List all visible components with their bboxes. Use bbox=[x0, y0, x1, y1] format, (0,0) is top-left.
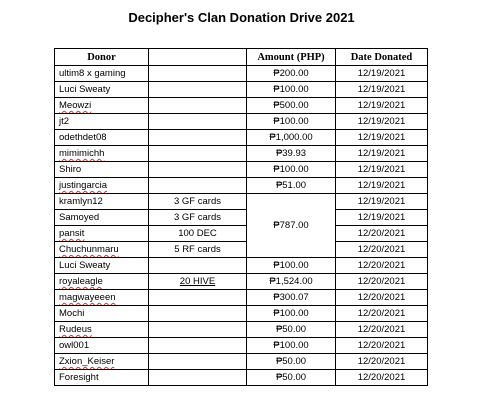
date-cell: 12/20/2021 bbox=[336, 338, 428, 354]
table-row bbox=[55, 290, 428, 306]
note-cell bbox=[149, 82, 247, 98]
note-cell bbox=[149, 274, 247, 290]
date-cell: 12/20/2021 bbox=[336, 322, 428, 338]
amount-cell: ₱50.00 bbox=[247, 370, 336, 386]
amount-cell: ₱50.00 bbox=[247, 322, 336, 338]
amount-cell: ₱200.00 bbox=[247, 66, 336, 82]
amount-cell: ₱100.00 bbox=[247, 338, 336, 354]
table-row bbox=[55, 146, 428, 162]
date-cell: 12/19/2021 bbox=[336, 66, 428, 82]
note-cell bbox=[149, 322, 247, 338]
table-row bbox=[55, 306, 428, 322]
table-row bbox=[55, 194, 428, 210]
date-cell: 12/19/2021 bbox=[336, 82, 428, 98]
amount-cell: ₱51.00 bbox=[247, 178, 336, 194]
amount-cell: ₱300.07 bbox=[247, 290, 336, 306]
amount-cell: ₱50.00 bbox=[247, 354, 336, 370]
table-row bbox=[55, 130, 428, 146]
note-cell: 3 GF cards bbox=[149, 210, 247, 226]
donor-name: mimimichh bbox=[59, 148, 105, 159]
date-cell: 12/20/2021 bbox=[336, 354, 428, 370]
document-title: Decipher's Clan Donation Drive 2021 bbox=[128, 10, 355, 25]
date-cell: 12/19/2021 bbox=[336, 98, 428, 114]
donor-name: pansit bbox=[59, 228, 85, 239]
donor-name: royaleagle bbox=[59, 276, 103, 287]
donor-name: Chuchunmaru bbox=[59, 244, 119, 255]
donor-cell bbox=[55, 242, 149, 258]
donor-cell bbox=[55, 226, 149, 242]
donor-cell: Shiro bbox=[55, 162, 149, 178]
table-row bbox=[55, 242, 428, 258]
amount-header: Amount (PHP) bbox=[247, 49, 336, 66]
donor-cell: ultim8 x gaming bbox=[55, 66, 149, 82]
donor-cell bbox=[55, 274, 149, 290]
note-cell bbox=[149, 114, 247, 130]
note-cell bbox=[149, 306, 247, 322]
amount-cell: ₱100.00 bbox=[247, 162, 336, 178]
donor-name: Zxion_Keiser bbox=[59, 356, 115, 367]
date-cell: 12/20/2021 bbox=[336, 274, 428, 290]
note-cell bbox=[149, 146, 247, 162]
donor-name: Rudeus bbox=[59, 324, 92, 335]
note-cell bbox=[149, 290, 247, 306]
note-cell bbox=[149, 338, 247, 354]
table-row bbox=[55, 226, 428, 242]
donor-cell: Samoyed bbox=[55, 210, 149, 226]
donor-name: justingarcia bbox=[59, 180, 108, 191]
donor-cell: jt2 bbox=[55, 114, 149, 130]
donor-name: Meowzi bbox=[59, 100, 92, 111]
amount-cell: ₱500.00 bbox=[247, 98, 336, 114]
donor-cell bbox=[55, 290, 149, 306]
table-row bbox=[55, 370, 428, 386]
donor-name: magwayeeen bbox=[59, 292, 116, 303]
date-cell: 12/20/2021 bbox=[336, 290, 428, 306]
merged-amount-cell: ₱787.00 bbox=[247, 194, 336, 258]
note-cell bbox=[149, 98, 247, 114]
donor-header: Donor bbox=[55, 49, 149, 66]
table-row bbox=[55, 66, 428, 82]
date-cell: 12/19/2021 bbox=[336, 114, 428, 130]
date-cell: 12/20/2021 bbox=[336, 242, 428, 258]
date-header: Date Donated bbox=[336, 49, 428, 66]
amount-cell: ₱100.00 bbox=[247, 114, 336, 130]
amount-cell: ₱1,524.00 bbox=[247, 274, 336, 290]
note-cell: 100 DEC bbox=[149, 226, 247, 242]
donor-cell bbox=[55, 98, 149, 114]
amount-cell: ₱100.00 bbox=[247, 258, 336, 274]
date-cell: 12/19/2021 bbox=[336, 146, 428, 162]
note-cell bbox=[149, 258, 247, 274]
donor-cell: Mochi bbox=[55, 306, 149, 322]
donor-cell bbox=[55, 354, 149, 370]
table-row bbox=[55, 354, 428, 370]
date-cell: 12/19/2021 bbox=[336, 162, 428, 178]
donor-cell bbox=[55, 322, 149, 338]
table-row bbox=[55, 114, 428, 130]
table-row bbox=[55, 178, 428, 194]
note-cell bbox=[149, 354, 247, 370]
donor-cell bbox=[55, 146, 149, 162]
donations-table bbox=[54, 48, 428, 386]
amount-cell: ₱100.00 bbox=[247, 306, 336, 322]
date-cell: 12/20/2021 bbox=[336, 258, 428, 274]
amount-cell: ₱1,000.00 bbox=[247, 130, 336, 146]
donor-cell bbox=[55, 178, 149, 194]
table-row bbox=[55, 322, 428, 338]
note-cell: 3 GF cards bbox=[149, 194, 247, 210]
table-row bbox=[55, 210, 428, 226]
amount-cell: ₱39.93 bbox=[247, 146, 336, 162]
date-cell: 12/20/2021 bbox=[336, 226, 428, 242]
donor-cell: Luci Sweaty bbox=[55, 82, 149, 98]
date-cell: 12/20/2021 bbox=[336, 306, 428, 322]
donor-cell: Foresight bbox=[55, 370, 149, 386]
table-row bbox=[55, 258, 428, 274]
note-header bbox=[149, 49, 247, 66]
note-cell bbox=[149, 178, 247, 194]
table-row bbox=[55, 274, 428, 290]
date-cell: 12/19/2021 bbox=[336, 130, 428, 146]
table-row bbox=[55, 82, 428, 98]
date-cell: 12/20/2021 bbox=[336, 370, 428, 386]
table-row bbox=[55, 338, 428, 354]
note-cell bbox=[149, 162, 247, 178]
table-row bbox=[55, 162, 428, 178]
donor-cell: kramlyn12 bbox=[55, 194, 149, 210]
note-cell: 5 RF cards bbox=[149, 242, 247, 258]
date-cell: 12/19/2021 bbox=[336, 178, 428, 194]
table-header-row bbox=[55, 49, 428, 66]
note-cell bbox=[149, 66, 247, 82]
note-cell bbox=[149, 130, 247, 146]
table-row bbox=[55, 98, 428, 114]
date-cell: 12/19/2021 bbox=[336, 194, 428, 210]
donor-cell: odethdet08 bbox=[55, 130, 149, 146]
amount-cell: ₱100.00 bbox=[247, 82, 336, 98]
note-cell bbox=[149, 370, 247, 386]
note-link[interactable]: 20 HIVE bbox=[179, 276, 216, 287]
donor-cell: Luci Sweaty bbox=[55, 258, 149, 274]
donor-cell: owl001 bbox=[55, 338, 149, 354]
date-cell: 12/19/2021 bbox=[336, 210, 428, 226]
